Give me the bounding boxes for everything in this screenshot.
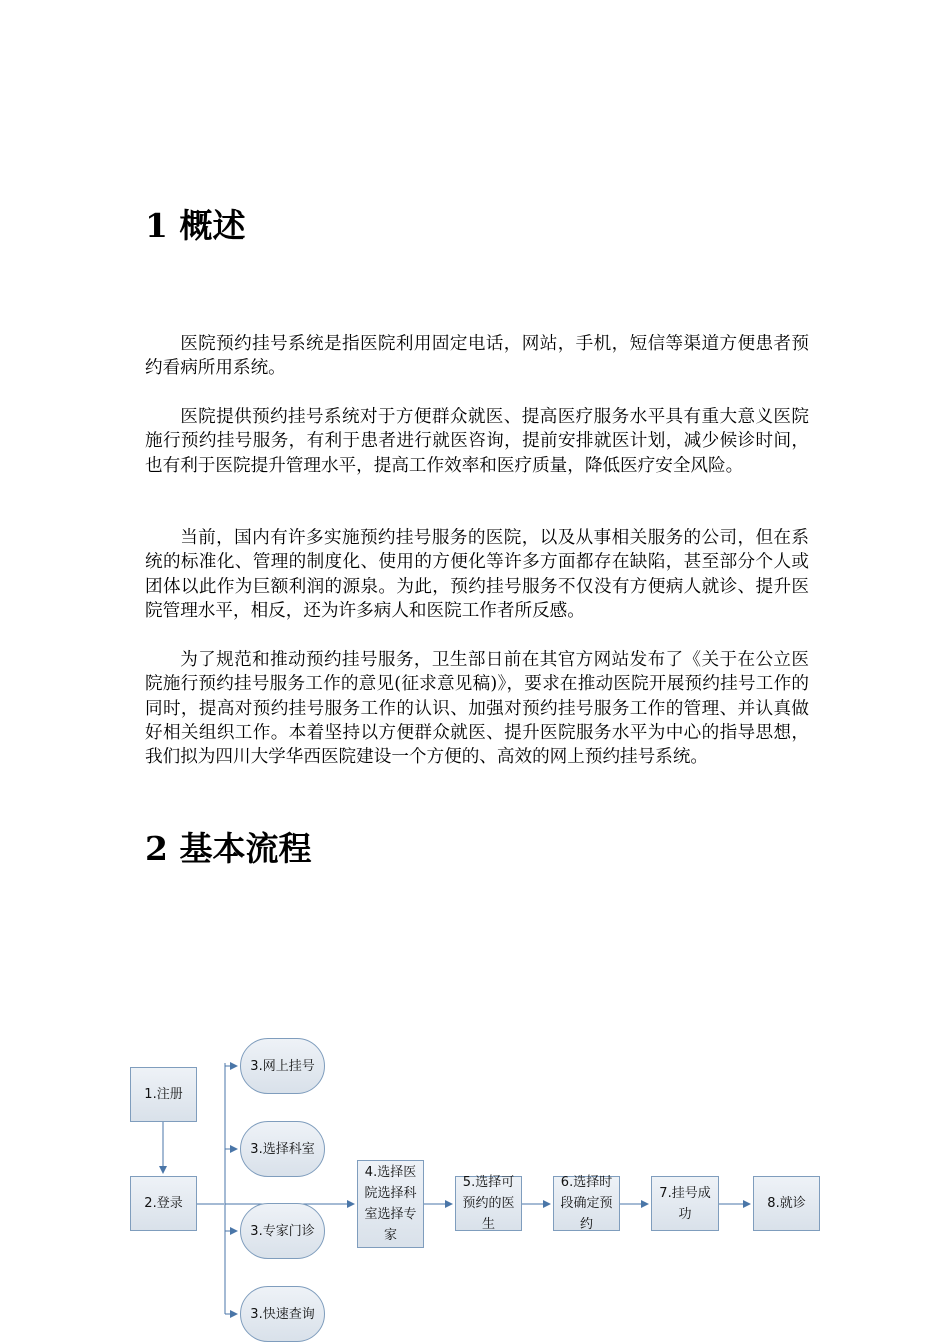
paragraph-current-status: 当前，国内有许多实施预约挂号服务的医院，以及从事相关服务的公司，但在系统的标准化、管理的制度化、使用的方便化等许多方面都存在缺陷，甚至部分个人或团体以此作为巨额利润的源泉。为此，预约挂号服务不仅没有方便病人就诊、提升医院管理水平，相反，还为许多病人和医院工作者所反感。 — [145, 528, 809, 621]
paragraph-definition: 医院预约挂号系统是指医院利用固定电话，网站，手机，短信等渠道方便患者预约看病所用系统。 — [145, 334, 809, 379]
flow-step-select-hospital: 4.选择医院选择科室选择专家 — [357, 1160, 424, 1248]
flow-step-visit: 8.就诊 — [753, 1176, 820, 1231]
section-heading-overview: 1 概述 — [145, 206, 246, 245]
flow-option-quick-search: 3.快速查询 — [240, 1286, 325, 1342]
section-heading-basic-flow: 2 基本流程 — [145, 829, 312, 868]
flow-step-success: 7.挂号成功 — [651, 1176, 719, 1231]
flow-step-select-doctor: 5.选择可预约的医生 — [455, 1176, 522, 1231]
paragraph-significance: 医院提供预约挂号系统对于方便群众就医、提高医疗服务水平具有重大意义医院施行预约挂号服务，有利于患者进行就医咨询，提前安排就医计划，减少候诊时间，也有利于医院提升管理水平，提高工作效率和医疗质量，降低医疗安全风险。 — [145, 407, 809, 476]
flow-step-confirm-booking: 6.选择时段确定预约 — [553, 1176, 620, 1231]
flow-step-register: 1.注册 — [130, 1067, 197, 1122]
flow-step-login: 2.登录 — [130, 1176, 197, 1231]
flow-option-expert-clinic: 3.专家门诊 — [240, 1203, 325, 1259]
flow-option-select-department: 3.选择科室 — [240, 1121, 325, 1177]
paragraph-objective: 为了规范和推动预约挂号服务，卫生部日前在其官方网站发布了《关于在公立医院施行预约挂号服务工作的意见(征求意见稿)》，要求在推动医院开展预约挂号工作的同时，提高对预约挂号服务工作的认识、加强对预约挂号服务工作的管理、并认真做好相关组织工作。本着坚持以方便群众就医、提升医院服务水平为中心的指导思想，我们拟为四川大学华西医院建设一个方便的、高效的网上预约挂号系统。 — [145, 650, 809, 768]
flow-option-online-register: 3.网上挂号 — [240, 1038, 325, 1094]
